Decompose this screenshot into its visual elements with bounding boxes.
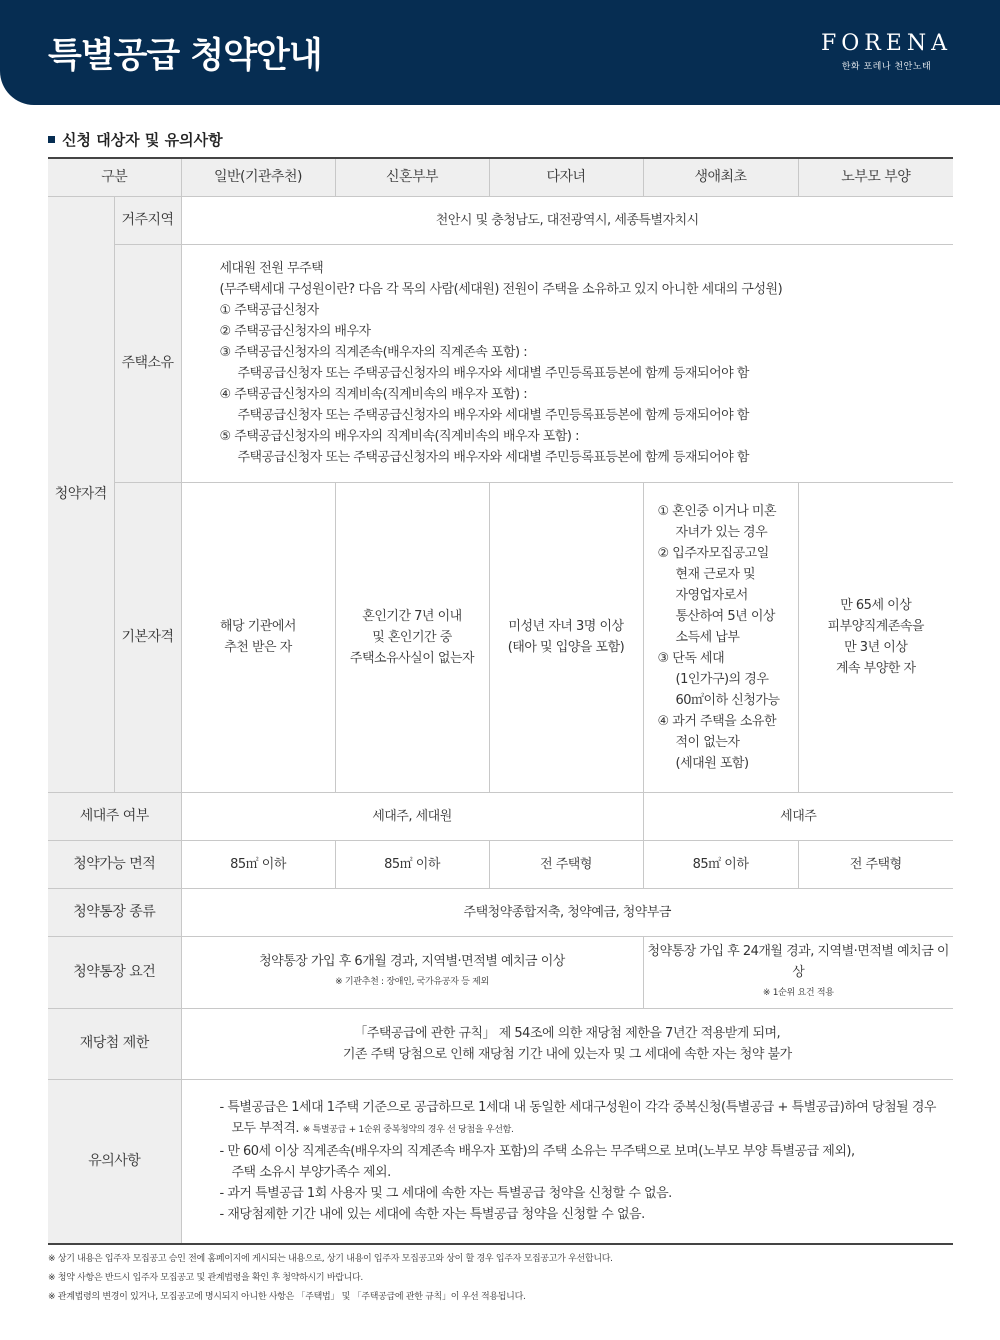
- col-header-general: 일반(기관추천): [181, 158, 335, 196]
- note-line: - 과거 특별공급 1회 사용자 및 그 세대에 속한 자는 특별공급 청약을 신청할 수 없음.: [219, 1186, 672, 1202]
- first-time-line: ④ 과거 주택을 소유한: [657, 713, 777, 729]
- brand-wordmark: FORENA: [820, 31, 952, 56]
- table-row-account-type: [48, 888, 953, 936]
- area-first-time: 85㎡ 이하: [643, 840, 798, 888]
- row-label-account-type: 청약통장 종류: [48, 888, 181, 936]
- basic-general-line: 추천 받은 자: [224, 640, 292, 655]
- housing-line: ① 주택공급신청자: [219, 303, 319, 318]
- first-time-line: (1인가구)의 경우: [675, 671, 769, 687]
- first-time-line: ② 입주자모집공고일: [657, 545, 769, 561]
- account-req-right-note: ※ 1순위 요건 적용: [762, 987, 834, 998]
- area-elderly: 전 주택형: [798, 840, 953, 888]
- note-text: 모두 부적격.: [231, 1121, 300, 1137]
- basic-multichild: [489, 482, 643, 792]
- basic-multichild-line: (태아 및 입양을 포함): [507, 640, 625, 655]
- row-label-householder: 세대주 여부: [48, 792, 181, 840]
- note-line: - 만 60세 이상 직계존속(배우자의 직계존속 배우자 포함)의 주택 소유는 무주택으로 보며(노부모 부양 특별공급 제외),: [219, 1144, 855, 1160]
- housing-line: 주택공급신청자 또는 주택공급신청자의 배우자와 세대별 주민등록표등본에 함께 등재되어야 함: [237, 366, 749, 381]
- area-multichild: 전 주택형: [489, 840, 643, 888]
- table-row-householder: [48, 792, 953, 840]
- basic-elderly-line: 계속 부양한 자: [835, 661, 916, 676]
- col-header-newlywed: 신혼부부: [335, 158, 489, 196]
- basic-newlywed-line: 혼인기간 7년 이내: [362, 608, 462, 624]
- col-header-first-time: 생애최초: [643, 158, 798, 196]
- row-label-residence: 거주지역: [114, 196, 181, 244]
- footnote: ※ 관계법령의 변경이 있거나, 모집공고에 명시되지 아니한 사항은 「주택법」 및 「주택공급에 관한 규칙」이 우선 적용됩니다.: [48, 1292, 526, 1302]
- housing-line: ③ 주택공급신청자의 직계존속(배우자의 직계존속 포함) :: [219, 345, 528, 360]
- account-req-left-note: ※ 기관추천 : 장애인, 국가유공자 등 제외: [335, 977, 489, 987]
- row-label-notes: 유의사항: [48, 1079, 181, 1244]
- housing-line: 주택공급신청자 또는 주택공급신청자의 배우자와 세대별 주민등록표등본에 함께 등재되어야 함: [237, 450, 749, 465]
- housing-conditions: [181, 244, 953, 482]
- first-time-line: 소득세 납부: [675, 629, 740, 645]
- first-time-line: ① 혼인중 이거나 미혼: [657, 503, 777, 519]
- row-group-eligibility: 청약자격: [48, 196, 114, 792]
- note-small: ※ 특별공급 + 1순위 중복청약의 경우 선 당첨을 우선함.: [302, 1125, 514, 1136]
- first-time-line: 적이 없는자: [675, 734, 740, 750]
- first-time-line: 현재 근로자 및: [675, 566, 756, 582]
- housing-line: ⑤ 주택공급신청자의 배우자의 직계비속(직계비속의 배우자 포함) :: [219, 429, 579, 444]
- footnotes: [48, 1250, 613, 1307]
- notes-value: [181, 1079, 953, 1244]
- basic-first-time: [643, 482, 798, 792]
- footnote: ※ 청약 사항은 반드시 입주자 모집공고 및 관계법령을 확인 후 청약하시기 바랍니다.: [48, 1273, 363, 1283]
- section-title: [48, 129, 223, 150]
- page-header: [0, 0, 1000, 105]
- first-time-line: 통산하여 5년 이상: [675, 608, 775, 624]
- rewin-line: 「주택공급에 관한 규칙」 제 54조에 의한 재당첨 제한을 7년간 적용받게 되며,: [354, 1025, 781, 1041]
- basic-elderly: [798, 482, 953, 792]
- eligibility-table: [48, 157, 953, 1245]
- basic-newlywed-line: 주택소유사실이 없는자: [349, 650, 475, 666]
- note-line: [220, 1118, 954, 1141]
- table-row-rewin: [48, 1008, 953, 1079]
- footnote: ※ 상기 내용은 입주자 모집공고 승인 전에 홈페이지에 게시되는 내용으로, 상기 내용이 입주자 모집공고와 상이 할 경우 입주자 모집공고가 우선합니다.: [48, 1254, 613, 1264]
- account-type-value: 주택청약종합저축, 청약예금, 청약부금: [181, 888, 953, 936]
- square-bullet-icon: [48, 136, 55, 143]
- householder-left: 세대주, 세대원: [181, 792, 643, 840]
- area-newlywed: 85㎡ 이하: [335, 840, 489, 888]
- brand-logo: [821, 32, 952, 72]
- housing-line: ② 주택공급신청자의 배우자: [219, 324, 371, 339]
- table-row-notes: [48, 1079, 953, 1244]
- basic-newlywed-line: 및 혼인기간 중: [372, 629, 452, 645]
- area-general: 85㎡ 이하: [181, 840, 335, 888]
- account-req-left: [181, 936, 643, 1008]
- row-label-housing: 주택소유: [114, 244, 181, 482]
- rewin-line: 기존 주택 당첨으로 인해 재당첨 기간 내에 있는자 및 그 세대에 속한 자는 청약 불가: [342, 1046, 792, 1062]
- brand-subtitle: 한화 포레나 천안노태: [841, 62, 932, 72]
- first-time-line: (세대원 포함): [675, 755, 749, 771]
- basic-multichild-line: 미성년 자녀 3명 이상: [508, 619, 624, 634]
- housing-line: 세대원 전원 무주택: [219, 261, 324, 276]
- account-req-left-text: 청약통장 가입 후 6개월 경과, 지역별·면적별 예치금 이상: [259, 954, 565, 969]
- page-title: 특별공급 청약안내: [48, 36, 322, 76]
- note-line: - 특별공급은 1세대 1주택 기준으로 공급하므로 1세대 내 동일한 세대구성원이 각각 중복신청(특별공급 + 특별공급)하여 당첨될 경우: [219, 1100, 936, 1116]
- table-row-area: [48, 840, 953, 888]
- row-label-rewin: 재당첨 제한: [48, 1008, 181, 1079]
- table-row-account-req: [48, 936, 953, 1008]
- basic-general-line: 해당 기관에서: [220, 619, 296, 634]
- note-line: - 재당첨제한 기간 내에 있는 세대에 속한 자는 특별공급 청약을 신청할 수 없음.: [219, 1207, 645, 1223]
- housing-line: (무주택세대 구성원이란? 다음 각 목의 사람(세대원) 전원이 주택을 소유하고 있지 아니한 세대의 구성원): [219, 282, 783, 297]
- basic-general: [181, 482, 335, 792]
- housing-line: ④ 주택공급신청자의 직계비속(직계비속의 배우자 포함) :: [219, 387, 528, 402]
- rewin-value: [181, 1008, 953, 1079]
- housing-line: 주택공급신청자 또는 주택공급신청자의 배우자와 세대별 주민등록표등본에 함께 등재되어야 함: [237, 408, 749, 423]
- householder-right: 세대주: [643, 792, 953, 840]
- basic-elderly-line: 만 65세 이상: [840, 598, 912, 613]
- basic-newlywed: [335, 482, 489, 792]
- section-title-text: 신청 대상자 및 유의사항: [62, 131, 223, 149]
- table-row-basic: [48, 482, 953, 792]
- first-time-line: 자영업자로서: [675, 587, 748, 603]
- col-header-multichild: 다자녀: [489, 158, 643, 196]
- first-time-line: 60㎡이하 신청가능: [675, 692, 780, 708]
- basic-elderly-line: 만 3년 이상: [844, 640, 908, 655]
- table-row-housing: [48, 244, 953, 482]
- note-line: 주택 소유시 부양가족수 제외.: [231, 1165, 391, 1181]
- account-req-right: [643, 936, 953, 1008]
- first-time-line: ③ 단독 세대: [657, 650, 725, 666]
- col-header-category: 구분: [48, 158, 181, 196]
- account-req-right-text: 청약통장 가입 후 24개월 경과, 지역별·면적별 예치금 이상: [647, 943, 949, 980]
- row-label-account-req: 청약통장 요건: [48, 936, 181, 1008]
- table-row-residence: [48, 196, 953, 244]
- first-time-line: 자녀가 있는 경우: [675, 524, 768, 540]
- row-label-basic: 기본자격: [114, 482, 181, 792]
- table-header-row: [48, 158, 953, 196]
- residence-value: 천안시 및 충청남도, 대전광역시, 세종특별자치시: [181, 196, 953, 244]
- row-label-area: 청약가능 면적: [48, 840, 181, 888]
- col-header-elderly: 노부모 부양: [798, 158, 953, 196]
- basic-elderly-line: 피부양직계존속을: [827, 619, 924, 634]
